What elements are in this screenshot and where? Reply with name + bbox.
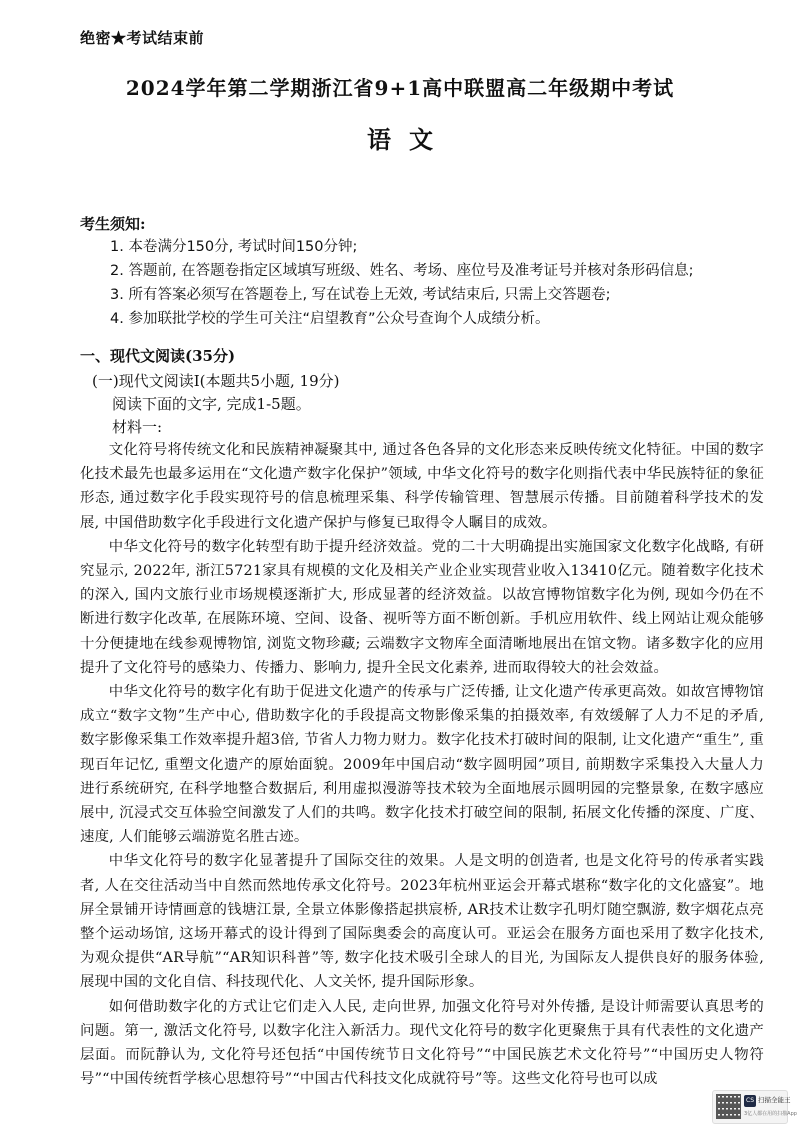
passage-paragraph: 中华文化符号的数字化转型有助于提升经济效益。党的二十大明确提出实施国家文化数字化战略, 有研究显示, 2022年, 浙江5721家具有规模的文化及相关产业企业实现营业收入13410亿元。随着数字化技术的深入, 国内文旅行业市场规模逐渐扩大, 形成显著的经济效益。以故宫博物馆数字化为例, 现如今仍在不断进行数字化改革, 在展陈环境、空间、设备、视听等方面不断创新。手机应用软件、线上网站让观众能够十分便捷地在线参观博物馆, 浏览文物珍藏; 云端数字文物库全面清晰地展出在馆文物。诸多数字化的应用提升了文化符号的感染力、传播力、影响力, 提升全民文化素养, 进而取得较大的社会效益。 [80, 538, 764, 676]
notice-item: 3. 所有答案必须写在答题卷上, 写在试卷上无效, 考试结束后, 只需上交答题卷; [110, 287, 611, 303]
scanner-brand: 扫描全能王 [758, 1096, 791, 1104]
notice-list [110, 235, 750, 331]
section-heading: 一、现代文阅读(35分) [80, 347, 236, 365]
passage-paragraph: 如何借助数字化的方式让它们走入人民, 走向世界, 加强文化符号对外传播, 是设计师需要认真思考的问题。第一, 激活文化符号, 以数字化注入新活力。现代文化符号的数字化更聚焦于具有代表性的文化遗产层面。而阮静认为, 文化符号还包括“中国传统节日文化符号”“中国民族艺术文化符号”“中国历史人物符号”“中国传统哲学核心思想符号”“中国古代科技文化成就符号”等。这些文化符号也可以成 [80, 998, 764, 1088]
passage-paragraph: 文化符号将传统文化和民族精神凝聚其中, 通过各色各异的文化形态来反映传统文化特征。中国的数字化技术最先也最多运用在“文化遗产数字化保护”领域, 中华文化符号的数字化则指代表中华民族特征的象征形态, 通过数字化手段实现符号的信息梳理采集、科学传输管理、智慧展示传播。目前随着科学技术的发展, 中国借助数字化手段进行文化遗产保护与修复已取得令人瞩目的成效。 [80, 442, 764, 531]
notice-item: 1. 本卷满分150分, 考试时间150分钟; [110, 239, 358, 255]
passage-paragraph: 中华文化符号的数字化有助于促进文化遗产的传承与广泛传播, 让文化遗产传承更高效。如故宫博物馆成立“数字文物”生产中心, 借助数字化的手段提高文物影像采集的拍摄效率, 有效缓解了人力不足的矛盾, 数字影像采集工作效率提升超3倍, 节省人力物力财力。数字化技术打破时间的限制, 让文化遗产“重生”, 重现百年记忆, 重塑文化遗产的原始面貌。2009年中国启动“数字圆明园”项目, 前期数字采集投入大量人力进行系统研究, 在科学地整合数据后, 利用虚拟漫游等技术较为全面地展示圆明园的完整景象, 在数字感应展中, 沉浸式交互体验空间激发了人们的共鸣。数字化技术打破空间的限制, 拓展文化传播的深度、广度、速度, 人们能够云端游览名胜古迹。 [80, 684, 764, 846]
qr-code-icon [716, 1094, 741, 1119]
subject-title: 语文 [367, 125, 451, 154]
scanner-tagline: 3亿人都在用的扫描App [744, 1111, 797, 1117]
exam-title: 2024学年第二学期浙江省9+1高中联盟高二年级期中考试 [125, 76, 675, 100]
scanner-watermark [712, 1090, 797, 1124]
notice-item: 2. 答题前, 在答题卷指定区域填写班级、姓名、考场、座位号及准考证号并核对条形码信息; [110, 263, 694, 279]
reading-passage [80, 438, 764, 1091]
subsection-heading: (一)现代文阅读I(本题共5小题, 19分) [92, 372, 340, 390]
passage-paragraph: 中华文化符号的数字化显著提升了国际交往的效果。人是文明的创造者, 也是文化符号的传承者实践者, 人在交往活动当中自然而然地传承文化符号。2023年杭州亚运会开幕式堪称“数字化的文化盛宴”。地屏全景铺开诗情画意的钱塘江景, 全景立体影像搭起拱宸桥, AR技术让数字孔明灯随空飘游, 数字烟花点亮整个运动场馆, 这场开幕式的设计得到了国际奥委会的高度认可。亚运会在服务方面也采用了数字化技术, 为观众提供“AR导航”“AR知识科普”等, 数字化技术吸引全球人的目光, 为国际友人提供良好的服务体验, 展现中国的文化自信、科技现代化、人文关怀, 提升国际形象。 [80, 853, 764, 991]
notice-heading: 考生须知: [80, 215, 146, 233]
reading-instruction: 阅读下面的文字, 完成1-5题。 [112, 395, 311, 413]
camscanner-logo-icon: CS [744, 1095, 756, 1107]
secret-label: 绝密★考试结束前 [80, 29, 205, 47]
material-label: 材料一: [112, 418, 163, 436]
notice-item: 4. 参加联批学校的学生可关注“启望教育”公众号查询个人成绩分析。 [110, 311, 550, 327]
